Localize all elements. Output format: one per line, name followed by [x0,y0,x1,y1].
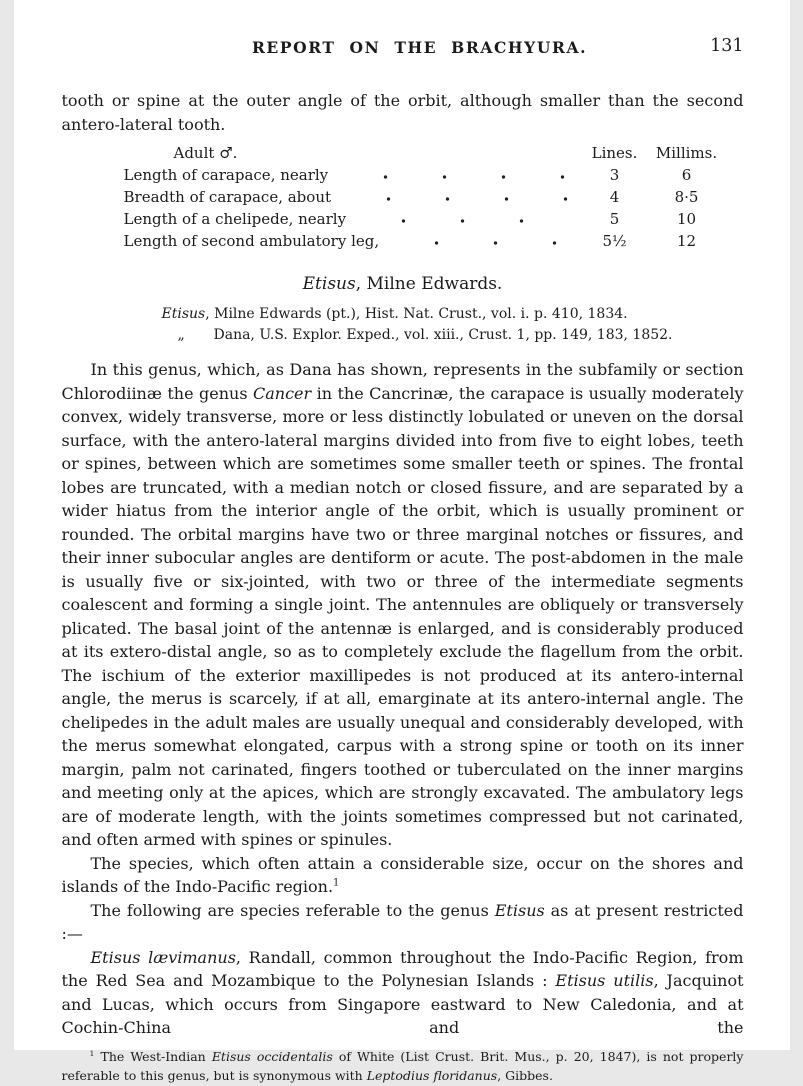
dot-leader [393,230,575,252]
table-row [124,164,730,186]
column-header-millims: Millims. [644,142,730,164]
table-row [124,186,730,208]
row-label: Length of second ambulatory leg, [124,230,380,252]
cell-lines: 5½ [586,230,644,252]
synonymy-citations [62,304,744,346]
page-content [62,89,744,1086]
body-paragraph: In this genus, which, as Dana has shown, represents in the subfamily or section Chlorodiinæ the genus Cancer in the Cancrinæ, the carapace is usually moderately convex, widely transverse, more or less distinctly lobulated or uneven on the dorsal surface, with the antero-lateral margins divided into from five to eight lobes, teeth or spines, between which are sometimes some smaller teeth or spines. The frontal lobes are truncated, with a median notch or closed fissure, and are separated by a wider hiatus from the interior angle of the orbit, which is usually prominent or rounded. The orbital margins have two or three marginal notches or fissures, and their inner subocular angles are dentiform or acute. The post-abdomen in the male is usually five or six-jointed, with two or three of the intermediate segments coalescent and forming a single joint. The antennules are obliquely or transversely plicated. The basal joint of the antennæ is enlarged, and is considerably produced at its extero-distal angle, so as to completely exclude the flagellum from the orbit. The ischium of the exterior maxillipedes is not produced at its antero-internal angle, the merus is scarcely, if at all, emarginate at its antero-internal angle. The chelipedes in the adult males are usually unequal and considerably developed, with the merus somewhat elongated, carpus with a strong spine or tooth on its inner margin, palm not carinated, fingers toothed or tuberculated on the inner margins and meeting only at the apices, which are strongly excavated. The ambulatory legs are of moderate length, with the joints sometimes compressed but not carinated, and often armed with spines or spinules. [62,358,744,852]
body-paragraph: The following are species referable to the genus Etisus as at present restricted :— [62,899,744,946]
body-paragraph: Etisus lævimanus, Randall, common throughout the Indo-Pacific Region, from the Red Sea and Mozambique to the Polynesian Islands : Etisus utilis, Jacquinot and Lucas, which occurs from Singapore eastward to New Caledonia, and at Cochin-China and the [62,946,744,1040]
citation-line: „ Dana, U.S. Explor. Exped., vol. xiii., Crust. 1, pp. 149, 183, 1852. [162,325,744,346]
dot-leader [342,164,575,186]
table-row [124,208,730,230]
page-number: 131 [710,36,743,56]
row-label: Breadth of carapace, about [124,186,332,208]
body-paragraph: The species, which often attain a considerable size, occur on the shores and islands of the Indo-Pacific region.$^1$ [62,852,744,899]
row-label: Length of carapace, nearly [124,164,329,186]
body-text [62,358,744,1040]
cell-millims: 10 [644,208,730,230]
cell-millims: 8·5 [644,186,730,208]
measurements-table [62,142,744,252]
intro-paragraph: tooth or spine at the outer angle of the orbit, although smaller than the second antero-lateral tooth. [62,89,744,136]
citation-line: Etisus, Milne Edwards (pt.), Hist. Nat. Crust., vol. i. p. 410, 1834. [162,304,744,325]
genus-heading: Etisus, Milne Edwards. [62,272,744,296]
table-row [124,230,730,252]
cell-millims: 12 [644,230,730,252]
cell-lines: 5 [586,208,644,230]
running-head [14,0,790,64]
running-head-title: REPORT ON THE BRACHYURA. [32,38,803,57]
dot-leader [345,186,575,208]
column-header-lines: Lines. [586,142,644,164]
cell-millims: 6 [644,164,730,186]
cell-lines: 3 [586,164,644,186]
row-label: Length of a chelipede, nearly [124,208,347,230]
cell-lines: 4 [586,186,644,208]
footnote: $^1$ The West-Indian Etisus occidentalis of White (List Crust. Brit. Mus., p. 20, 1847), is not properly referable to this genus, but is synonymous with Leptodius floridanus, Gibbes. [62,1047,744,1086]
table-header-row [62,142,730,164]
scanned-book-page [14,0,790,1050]
table-caption: Adult ♂. [174,142,238,164]
dot-leader [360,208,575,230]
